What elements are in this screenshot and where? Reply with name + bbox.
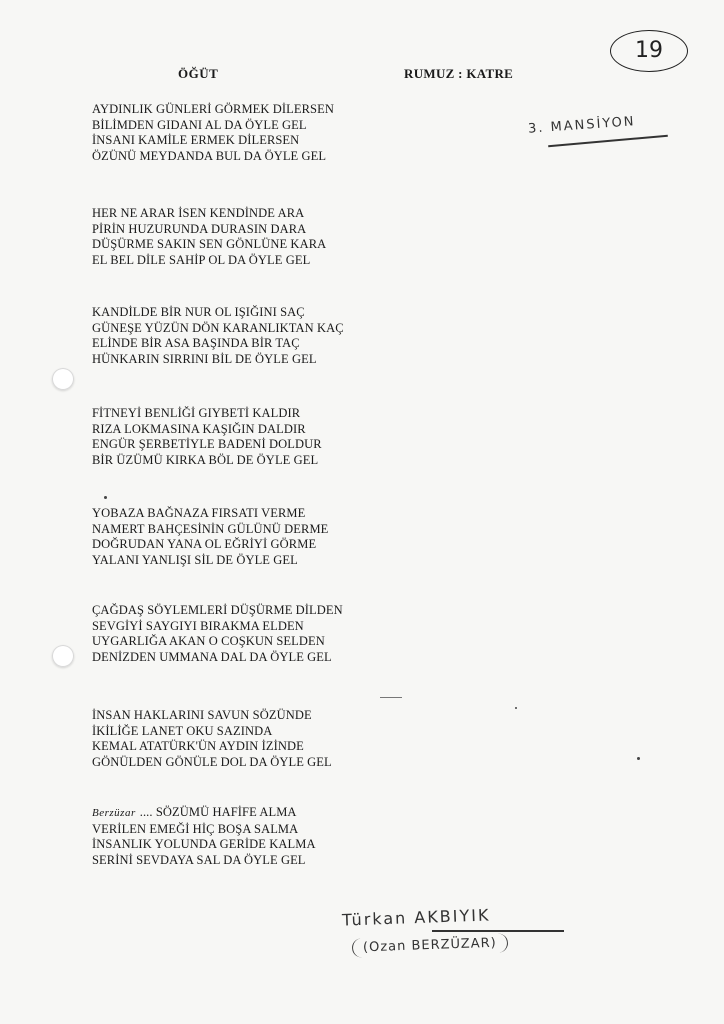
verse-line-rest: .... SÖZÜMÜ HAFİFE ALMA	[139, 805, 297, 819]
verse-line: FİTNEYİ BENLİĞİ GIYBETİ KALDIR	[92, 406, 301, 420]
verse-line: BİR ÜZÜMÜ KIRKA BÖL DE ÖYLE GEL	[92, 452, 319, 467]
stanza-4	[92, 406, 322, 468]
verse-line: PİRİN HUZURUNDA DURASIN DARA	[92, 221, 307, 236]
verse-line: İNSAN HAKLARINI SAVUN SÖZÜNDE	[92, 708, 312, 722]
verse-line: BİLİMDEN GIDANI AL DA ÖYLE GEL	[92, 117, 307, 132]
verse-line: HÜNKARIN SIRRINI BİL DE ÖYLE GEL	[92, 351, 317, 366]
verse-line: NAMERT BAHÇESİNİN GÜLÜNÜ DERME	[92, 521, 329, 536]
verse-line: ELİNDE BİR ASA BAŞINDA BİR TAÇ	[92, 336, 300, 350]
stanza-8	[92, 805, 316, 868]
ink-speck	[637, 757, 640, 760]
stanza-6	[92, 603, 343, 665]
punch-hole	[52, 645, 74, 667]
verse-line: İNSANLIK YOLUNDA GERİDE KALMA	[92, 837, 316, 851]
verse-line	[92, 805, 316, 822]
verse-line: EL BEL DİLE SAHİP OL DA ÖYLE GEL	[92, 252, 311, 267]
signature-pen-name: (Ozan BERZÜZAR)	[352, 933, 508, 957]
ink-speck	[104, 496, 107, 499]
stanza-5	[92, 506, 328, 568]
verse-line: KEMAL ATATÜRK'ÜN AYDIN İZİNDE	[92, 739, 304, 753]
verse-line: YOBAZA BAĞNAZA FIRSATI VERME	[92, 506, 306, 520]
award-note: 3. MANSİYON	[527, 114, 637, 137]
page-number: 19	[610, 30, 688, 72]
handwritten-name: Berzüzar	[92, 807, 136, 819]
verse-line: ENGÜR ŞERBETİYLE BADENİ DOLDUR	[92, 437, 322, 451]
verse-line: DENİZDEN UMMANA DAL DA ÖYLE GEL	[92, 649, 332, 664]
stanza-7	[92, 708, 332, 770]
verse-line: DOĞRUDAN YANA OL EĞRİYİ GÖRME	[92, 537, 317, 551]
verse-line: İKİLİĞE LANET OKU SAZINDA	[92, 723, 273, 738]
pen-stroke	[380, 697, 402, 698]
signature-name: Türkan AKBIYIK	[341, 905, 491, 930]
verse-line: RIZA LOKMASINA KAŞIĞIN DALDIR	[92, 421, 306, 436]
pen-name-label: RUMUZ : KATRE	[404, 66, 514, 81]
verse-line: DÜŞÜRME SAKIN SEN GÖNLÜNE KARA	[92, 237, 327, 251]
verse-line: AYDINLIK GÜNLERİ GÖRMEK DİLERSEN	[92, 102, 334, 116]
signature-underline	[432, 930, 564, 932]
verse-line: YALANI YANLIŞI SİL DE ÖYLE GEL	[92, 552, 298, 567]
verse-line: ÇAĞDAŞ SÖYLEMLERİ DÜŞÜRME DİLDEN	[92, 603, 343, 617]
stanza-3	[92, 305, 344, 367]
verse-line: ÖZÜNÜ MEYDANDA BUL DA ÖYLE GEL	[92, 148, 327, 163]
verse-line: GÖNÜLDEN GÖNÜLE DOL DA ÖYLE GEL	[92, 754, 332, 769]
verse-line: GÜNEŞE YÜZÜN DÖN KARANLIKTAN KAÇ	[92, 320, 344, 335]
poem-title: ÖĞÜT	[178, 66, 219, 81]
verse-line: SERİNİ SEVDAYA SAL DA ÖYLE GEL	[92, 852, 306, 867]
award-note-underline	[548, 135, 668, 147]
verse-line: VERİLEN EMEĞİ HİÇ BOŞA SALMA	[92, 821, 299, 836]
stanza-2	[92, 206, 326, 268]
verse-line: İNSANI KAMİLE ERMEK DİLERSEN	[92, 133, 300, 147]
ink-speck	[515, 707, 517, 709]
punch-hole	[52, 368, 74, 390]
stanza-1	[92, 102, 334, 164]
verse-line: SEVGİYİ SAYGIYI BIRAKMA ELDEN	[92, 618, 304, 633]
verse-line: HER NE ARAR İSEN KENDİNDE ARA	[92, 206, 305, 220]
verse-line: UYGARLIĞA AKAN O COŞKUN SELDEN	[92, 634, 325, 648]
verse-line: KANDİLDE BİR NUR OL IŞIĞINI SAÇ	[92, 305, 305, 319]
